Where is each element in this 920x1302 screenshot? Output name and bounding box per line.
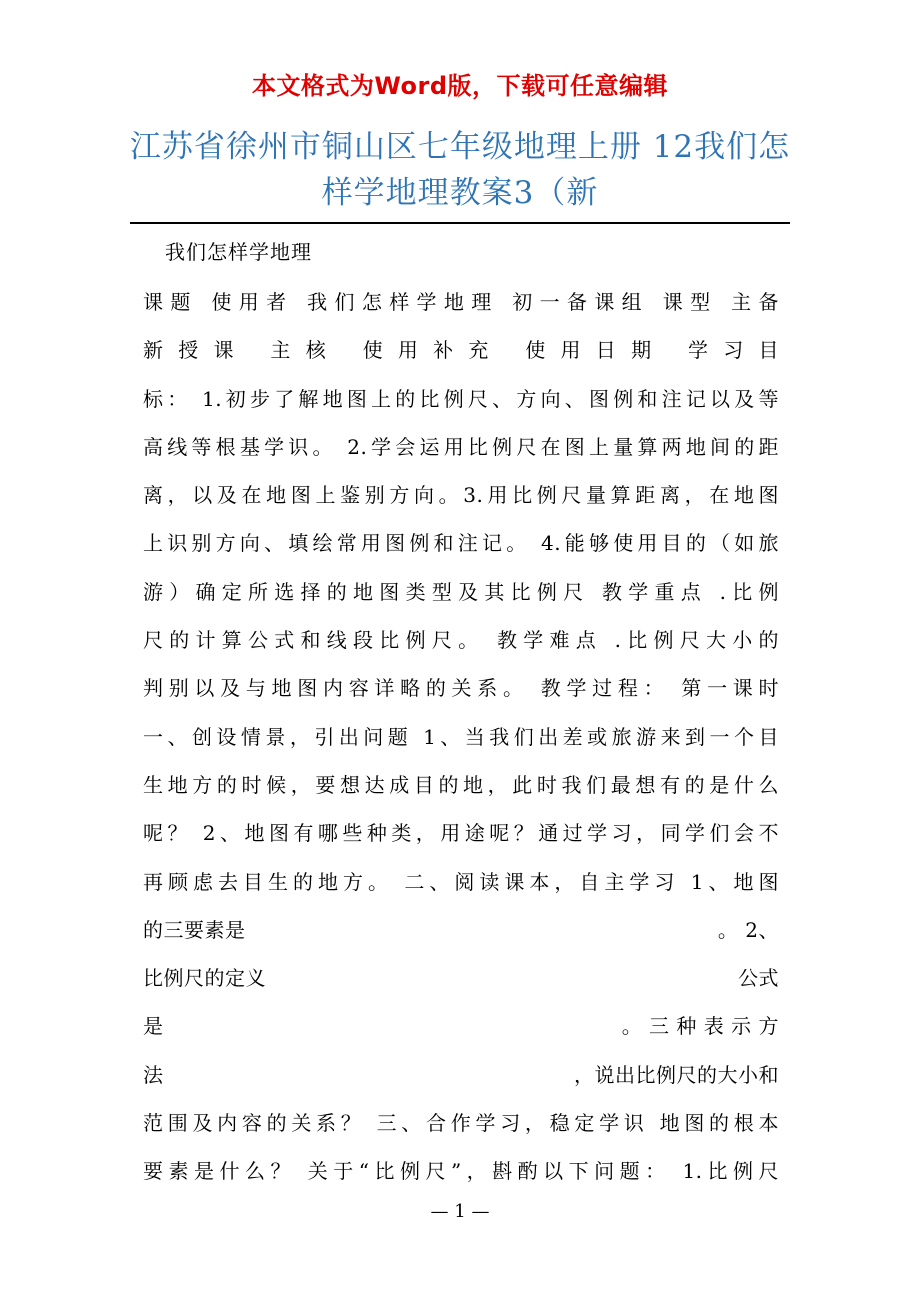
- body-line: 再顾虑去目生的地方。 二、阅读课本，自主学习 1、地图: [143, 869, 779, 894]
- body-line: 生地方的时候，要想达成目的地，此时我们最想有的是什么: [143, 772, 779, 797]
- title-divider: [130, 222, 790, 224]
- fill-blank-line: [143, 958, 779, 1006]
- body-line: 新授课 主核 使用补充 使用日期 学习目: [143, 338, 779, 363]
- fill-blank-line: [143, 1055, 779, 1103]
- lesson-subheading: 我们怎样学地理: [165, 240, 312, 264]
- fill-blank-line: [143, 1006, 779, 1054]
- body-line: 一、创设情景，引出问题 1、当我们出差或旅游来到一个目: [143, 724, 779, 749]
- document-title: 江苏省徐州市铜山区七年级地理上册 12我们怎样学地理教案3（新: [129, 129, 791, 211]
- body-line: 上识别方向、填绘常用图例和注记。 4.能够使用目的（如旅: [143, 531, 779, 556]
- fill-blank-left: 的三要素是: [143, 917, 246, 942]
- fill-blank-left: 是: [143, 1014, 164, 1039]
- fill-blank-right: 。 三 种 表 示 方: [621, 1014, 779, 1039]
- fill-blank-line: [143, 910, 779, 958]
- page-number: — 1 —: [430, 1201, 490, 1222]
- body-line: 判别以及与地图内容详略的关系。 教学过程： 第一课时: [143, 676, 779, 701]
- fill-blank-right: 。 2、: [717, 917, 779, 942]
- lesson-body: [143, 282, 779, 1200]
- fill-blank-left: 比例尺的定义: [143, 966, 266, 991]
- body-line: 要素是什么？ 关于“比例尺”，斟酌以下问题： 1.比例尺: [143, 1159, 779, 1184]
- fill-blank-right: ，说出比例尺的大小和: [574, 1062, 779, 1087]
- body-line: 游）确定所选择的地图类型及其比例尺 教学重点 .比例: [143, 579, 779, 604]
- body-line: 离，以及在地图上鉴别方向。3.用比例尺量算距离，在地图: [143, 483, 779, 508]
- fill-blank-right: 公式: [738, 966, 779, 991]
- body-line: 高线等根基学识。 2.学会运用比例尺在图上量算两地间的距: [143, 434, 779, 459]
- body-line: 课题 使用者 我们怎样学地理 初一备课组 课型 主备: [143, 290, 779, 314]
- body-line: 呢？ 2、地图有哪些种类，用途呢？通过学习，同学们会不: [143, 821, 779, 846]
- fill-blank-left: 法: [143, 1062, 164, 1087]
- body-line: 标： 1.初步了解地图上的比例尺、方向、图例和注记以及等: [143, 386, 779, 411]
- body-line: 范围及内容的关系？ 三、合作学习，稳定学识 地图的根本: [143, 1111, 779, 1136]
- body-line: 尺的计算公式和线段比例尺。 教学难点 .比例尺大小的: [143, 628, 779, 653]
- format-notice-banner: 本文格式为Word版，下载可任意编辑: [251, 72, 669, 100]
